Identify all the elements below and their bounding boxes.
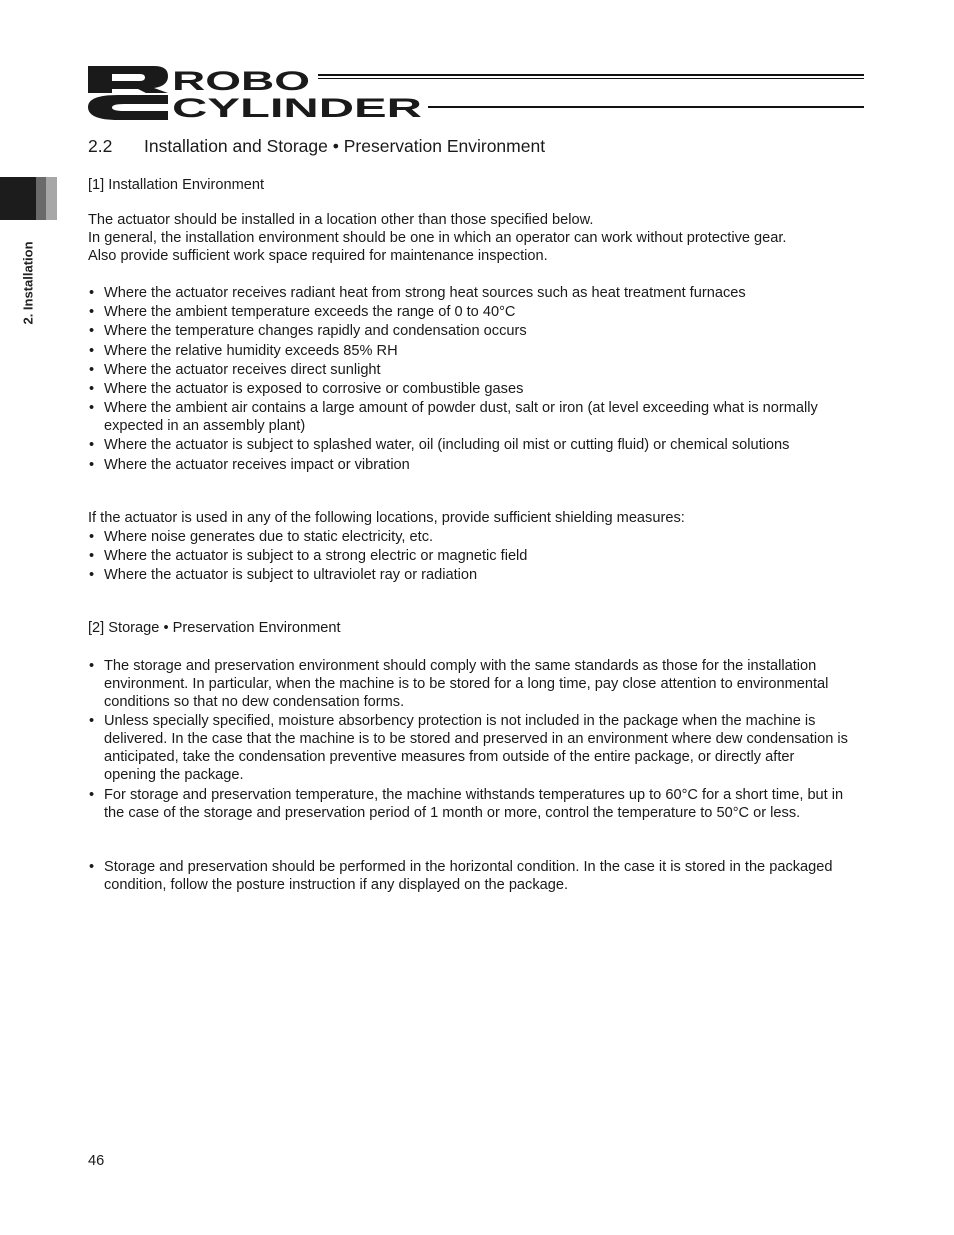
installation-intro-line: The actuator should be installed in a location other than those specified below. xyxy=(88,212,594,228)
header-rule-bottom xyxy=(428,106,864,108)
list-item: • Where the actuator receives direct sunlight xyxy=(88,361,848,379)
section-number: 2.2 xyxy=(88,136,113,156)
installation-avoid-list xyxy=(88,284,848,475)
list-item: • Where the actuator is subject to a strong electric or magnetic field xyxy=(88,547,848,565)
installation-heading: [1] Installation Environment xyxy=(88,177,265,193)
list-item: • Storage and preservation should be performed in the horizontal condition. In the case it is stored in the packaged condition, follow the posture instruction if any displayed on the package. xyxy=(88,858,848,894)
list-item: • Where the actuator receives impact or vibration xyxy=(88,456,848,474)
chapter-tab-mid xyxy=(36,177,46,220)
list-item: • Where the ambient air contains a large amount of powder dust, salt or iron (at level exceeding what is normally expected in an assembly plant) xyxy=(88,399,848,435)
chapter-tab-dark xyxy=(0,177,36,220)
header-rule-top-2 xyxy=(318,78,864,79)
storage-final-list xyxy=(88,858,848,895)
installation-intro-line: In general, the installation environment should be one in which an operator can work without protective gear. xyxy=(88,230,787,246)
header-rule-top-1 xyxy=(318,74,864,76)
chapter-tab-marker xyxy=(0,177,57,220)
installation-intro-line: Also provide sufficient work space required for maintenance inspection. xyxy=(88,248,548,264)
list-item: • Where the actuator receives radiant heat from strong heat sources such as heat treatment furnaces xyxy=(88,284,848,302)
list-item: • Where the ambient temperature exceeds the range of 0 to 40°C xyxy=(88,303,848,321)
logo-text-robo: ROBO xyxy=(172,66,310,96)
shielding-intro: If the actuator is used in any of the following locations, provide sufficient shielding measures: xyxy=(88,510,685,526)
list-item: • Where the relative humidity exceeds 85% RH xyxy=(88,342,848,360)
page-number: 46 xyxy=(88,1153,105,1169)
storage-heading: [2] Storage • Preservation Environment xyxy=(88,620,341,636)
list-item: • Where the actuator is subject to ultraviolet ray or radiation xyxy=(88,566,848,584)
list-item: • Unless specially specified, moisture absorbency protection is not included in the package when the machine is delivered. In the case that the machine is to be stored and preserved in an environment where dew condensation is anticipated, take the condensation preventive measures from outside of the entire package, or directly after opening the package. xyxy=(88,712,848,784)
list-item: • For storage and preservation temperature, the machine withstands temperatures up to 60°C for a short time, but in the case of the storage and preservation period of 1 month or more, control the temperature to 50°C or less. xyxy=(88,786,848,822)
shielding-list xyxy=(88,528,848,586)
list-item: • Where the actuator is exposed to corrosive or combustible gases xyxy=(88,380,848,398)
list-item: • Where the temperature changes rapidly and condensation occurs xyxy=(88,322,848,340)
section-title xyxy=(88,136,545,157)
section-title-text: Installation and Storage • Preservation Environment xyxy=(144,136,546,156)
chapter-tab-light xyxy=(46,177,57,220)
list-item: • Where noise generates due to static electricity, etc. xyxy=(88,528,848,546)
logo-text-cylinder: CYLINDER xyxy=(172,93,422,120)
list-item: • Where the actuator is subject to splashed water, oil (including oil mist or cutting fluid) or chemical solutions xyxy=(88,436,848,454)
list-item: • The storage and preservation environment should comply with the same standards as those for the installation environment. In particular, when the machine is to be stored for a long time, pay close attention to environmental conditions so that no dew condensation forms. xyxy=(88,657,848,711)
storage-list xyxy=(88,657,848,823)
chapter-side-label: 2. Installation xyxy=(20,241,36,325)
